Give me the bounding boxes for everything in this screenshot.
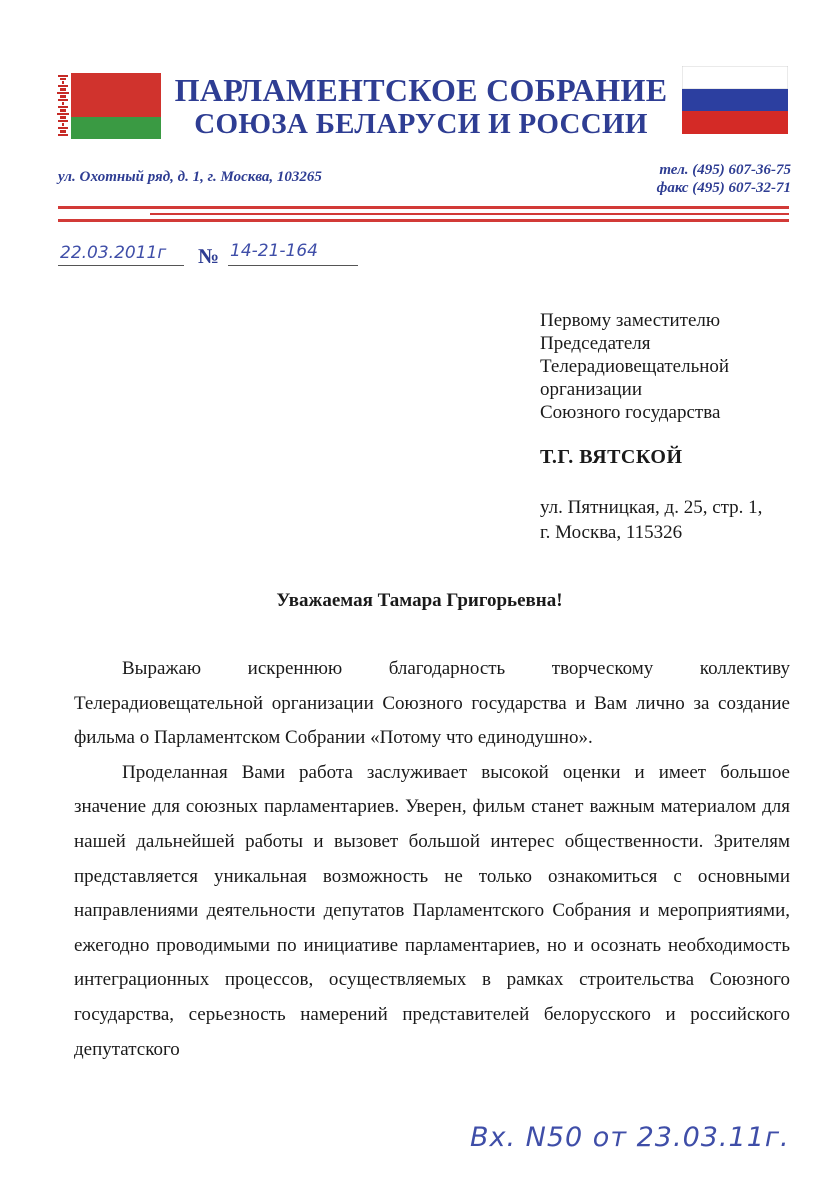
belarus-flag-icon: [55, 73, 161, 139]
header-divider-middle: [150, 213, 789, 215]
recipient-line: Первому заместителю: [540, 310, 721, 331]
header-divider-bottom: [58, 219, 789, 222]
body-paragraph: Проделанная Вами работа заслуживает высокой оценки и имеет большое значение для союзных парламентариев. Уверен, фильм станет важным материалом для нашей дальнейшей работы и вызовет большой интерес общественности. Зрителям представляется уникальная возможность не только ознакомиться с основными направлениями деятельности депутатов Парламентского Собрания и мероприятиями, ежегодно проводимыми по инициативе парламентариев, но и осознать необходимость интеграционных процессов, осуществляемых в рамках строительства Союзного государства, серьезность намерений представителей белорусского и российского депутатского: [74, 761, 790, 1060]
recipient-line: организации: [540, 379, 643, 400]
recipient-line: Телерадиовещательной: [540, 356, 730, 377]
recipient-name: Т.Г. ВЯТСКОЙ: [540, 446, 683, 468]
body-paragraph: Выражаю искреннюю благодарность творческому коллективу Телерадиовещательной организации Союзного государства и Вам лично за создание фильма о Парламентском Собрании «Потому что единодушно».: [74, 658, 790, 749]
recipient-line: Председателя: [540, 333, 651, 354]
header-divider-top: [58, 206, 789, 209]
number-sign: №: [198, 244, 220, 268]
sender-phone: тел. (495) 607-36-75: [659, 162, 791, 178]
org-title-line2: СОЮЗА БЕЛАРУСИ И РОССИИ: [194, 108, 648, 140]
recipient-address: [540, 495, 762, 545]
letter-body: [74, 652, 790, 1067]
org-title-line1: ПАРЛАМЕНТСКОЕ СОБРАНИЕ: [174, 72, 668, 108]
recipient-title: [540, 309, 729, 424]
recipient-address-line: г. Москва, 115326: [540, 522, 683, 543]
registration-number: 14-21-164: [230, 241, 318, 261]
salutation: Уважаемая Тамара Григорьевна!: [276, 590, 563, 611]
registration-number-underline: [228, 265, 358, 266]
recipient-address-line: ул. Пятницкая, д. 25, стр. 1,: [540, 497, 763, 518]
sender-fax: факс (495) 607-32-71: [656, 180, 791, 196]
sender-address: ул. Охотный ряд, д. 1, г. Москва, 103265: [58, 169, 322, 185]
russia-flag-icon: [682, 66, 788, 134]
registration-date: 22.03.2011г: [60, 243, 167, 263]
registration-date-underline: [58, 265, 184, 266]
incoming-registration-note: Вх. N50 от 23.03.11г.: [470, 1122, 790, 1153]
recipient-line: Союзного государства: [540, 402, 721, 423]
